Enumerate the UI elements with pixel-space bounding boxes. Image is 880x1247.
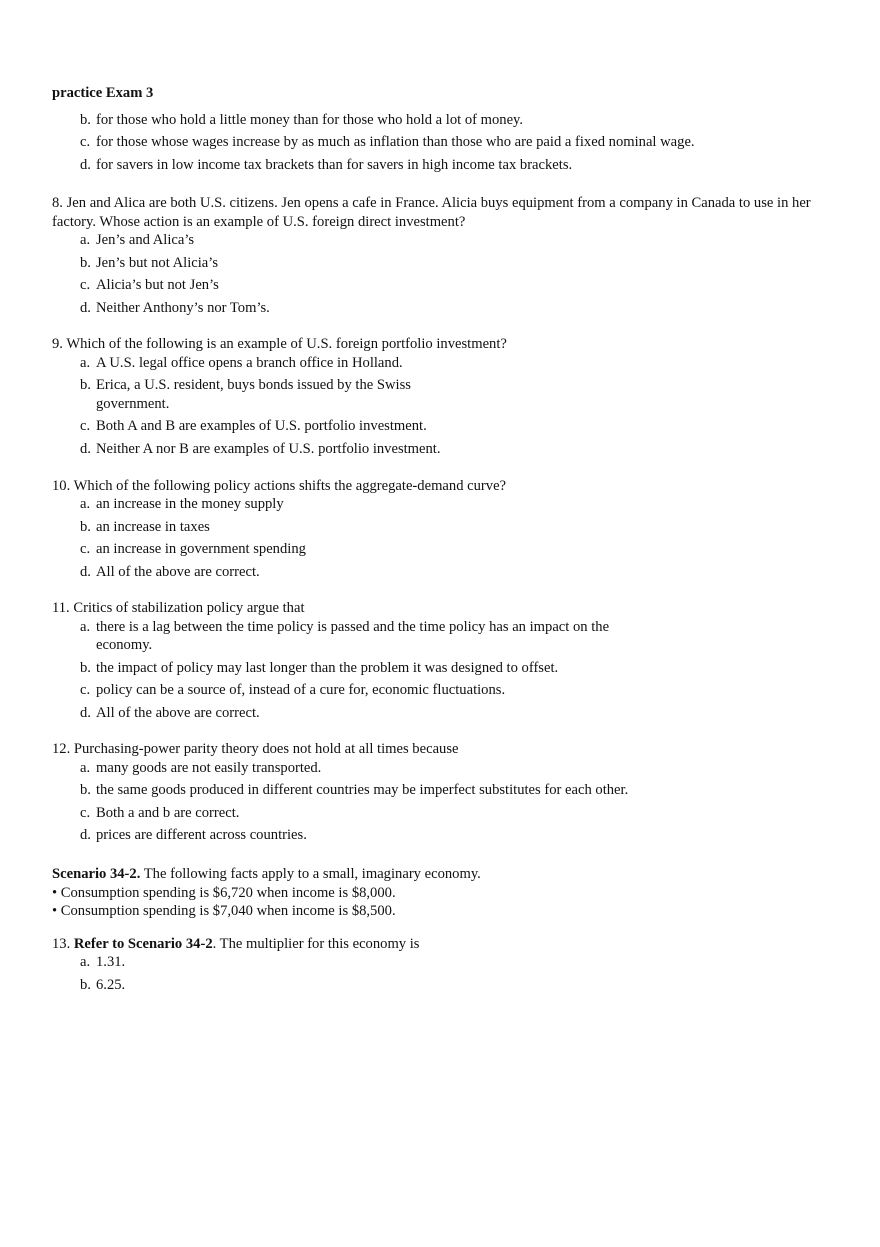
- scenario-34-2: [52, 865, 832, 921]
- question-number: 13.: [52, 935, 74, 952]
- question-stem: 12. Purchasing-power parity theory does not hold at all times because: [52, 741, 459, 758]
- option-text: an increase in taxes: [96, 518, 210, 535]
- option-letter: a.: [80, 618, 91, 635]
- question-7-continued: [52, 111, 832, 175]
- option-letter: b.: [80, 976, 91, 993]
- option-text: for those whose wages increase by as much as inflation than those who are paid a fixed nominal wage.: [96, 134, 695, 151]
- answer-option: [52, 354, 832, 373]
- option-letter: d.: [80, 563, 91, 580]
- answer-option: [52, 518, 832, 537]
- option-text: All of the above are correct.: [96, 704, 260, 721]
- scenario-fact: • Consumption spending is $7,040 when income is $8,500.: [52, 903, 396, 920]
- scenario-fact: • Consumption spending is $6,720 when income is $8,000.: [52, 884, 396, 901]
- question-11: [52, 599, 832, 722]
- option-letter: b.: [80, 111, 91, 128]
- option-text: Erica, a U.S. resident, buys bonds issued by the Swiss government.: [96, 377, 411, 412]
- question-stem: 8. Jen and Alica are both U.S. citizens. Jen opens a cafe in France. Alicia buys equipment from a company in Canada to use in her factory. Whose action is an example of U.S. foreign direct investment?: [52, 195, 811, 230]
- option-letter: c.: [80, 682, 91, 699]
- option-letter: d.: [80, 827, 91, 844]
- option-letter: a.: [80, 759, 91, 776]
- option-text: many goods are not easily transported.: [96, 759, 322, 776]
- option-text: Neither A nor B are examples of U.S. portfolio investment.: [96, 440, 441, 457]
- question-text: . The multiplier for this economy is: [212, 935, 420, 952]
- option-text: 1.31.: [96, 954, 126, 971]
- answer-option: [52, 231, 832, 250]
- option-text: Both a and b are correct.: [96, 804, 240, 821]
- exam-page: [52, 84, 832, 994]
- question-stem: 9. Which of the following is an example of U.S. foreign portfolio investment?: [52, 336, 507, 353]
- answer-option: [52, 826, 832, 845]
- scenario-reference: Refer to Scenario 34-2: [73, 935, 213, 952]
- option-text: Neither Anthony’s nor Tom’s.: [96, 299, 270, 316]
- answer-option: [52, 704, 832, 723]
- option-letter: c.: [80, 418, 91, 435]
- answer-option: [52, 681, 832, 700]
- answer-option: [52, 659, 832, 678]
- question-9: [52, 335, 832, 458]
- answer-option: [52, 254, 832, 273]
- question-stem: 10. Which of the following policy actions shifts the aggregate-demand curve?: [52, 477, 507, 494]
- answer-option: [52, 133, 832, 152]
- option-text: there is a lag between the time policy is passed and the time policy has an impact on the economy.: [96, 618, 610, 654]
- question-13: [52, 935, 832, 995]
- option-letter: b.: [80, 377, 91, 394]
- option-text: A U.S. legal office opens a branch office in Holland.: [96, 354, 403, 371]
- answer-option: [52, 495, 832, 514]
- option-letter: a.: [80, 496, 91, 513]
- option-text: the same goods produced in different countries may be imperfect substitutes for each other.: [96, 782, 629, 799]
- scenario-label: Scenario 34-2.: [52, 866, 141, 882]
- answer-option: [52, 804, 832, 823]
- option-letter: d.: [80, 704, 91, 721]
- option-text: Alicia’s but not Jen’s: [96, 277, 219, 294]
- answer-option: [52, 440, 832, 459]
- option-letter: c.: [80, 804, 91, 821]
- answer-option: [52, 781, 656, 800]
- scenario-heading: [52, 865, 832, 884]
- option-letter: b.: [80, 518, 91, 535]
- option-letter: a.: [80, 232, 91, 249]
- option-letter: c.: [80, 277, 91, 294]
- option-text: Both A and B are examples of U.S. portfolio investment.: [96, 418, 427, 435]
- option-text: Jen’s and Alica’s: [96, 232, 195, 249]
- option-letter: d.: [80, 440, 91, 457]
- answer-option: [52, 953, 832, 972]
- answer-option: [52, 111, 832, 130]
- question-10: [52, 477, 832, 582]
- answer-option: [52, 376, 446, 413]
- answer-option: [52, 276, 832, 295]
- option-letter: a.: [80, 954, 91, 971]
- option-text: an increase in the money supply: [96, 496, 284, 513]
- option-text: for savers in low income tax brackets than for savers in high income tax brackets.: [96, 156, 573, 173]
- answer-option: [52, 540, 832, 559]
- answer-option: [52, 759, 832, 778]
- option-letter: c.: [80, 541, 91, 558]
- option-text: 6.25.: [96, 976, 126, 993]
- option-letter: d.: [80, 299, 91, 316]
- question-8: [52, 194, 832, 317]
- option-text: an increase in government spending: [96, 541, 306, 558]
- question-stem: 11. Critics of stabilization policy argue that: [52, 600, 305, 617]
- option-text: All of the above are correct.: [96, 563, 260, 580]
- option-letter: b.: [80, 254, 91, 271]
- option-text: Jen’s but not Alicia’s: [96, 254, 219, 271]
- option-text: for those who hold a little money than for those who hold a lot of money.: [96, 111, 524, 128]
- answer-option: [52, 417, 832, 436]
- option-letter: b.: [80, 782, 91, 799]
- option-letter: b.: [80, 659, 91, 676]
- question-12: [52, 740, 832, 845]
- answer-option: [52, 618, 656, 655]
- answer-option: [52, 299, 832, 318]
- option-text: prices are different across countries.: [96, 827, 307, 844]
- answer-option: [52, 156, 832, 175]
- page-title: practice Exam 3: [52, 85, 154, 101]
- answer-option: [52, 976, 832, 995]
- option-letter: d.: [80, 156, 91, 173]
- option-text: policy can be a source of, instead of a cure for, economic fluctuations.: [96, 682, 506, 699]
- answer-option: [52, 563, 832, 582]
- option-letter: c.: [80, 134, 91, 151]
- option-text: the impact of policy may last longer than the problem it was designed to offset.: [96, 659, 559, 676]
- question-stem: [52, 935, 832, 954]
- scenario-intro: The following facts apply to a small, imaginary economy.: [140, 866, 481, 882]
- option-letter: a.: [80, 354, 91, 371]
